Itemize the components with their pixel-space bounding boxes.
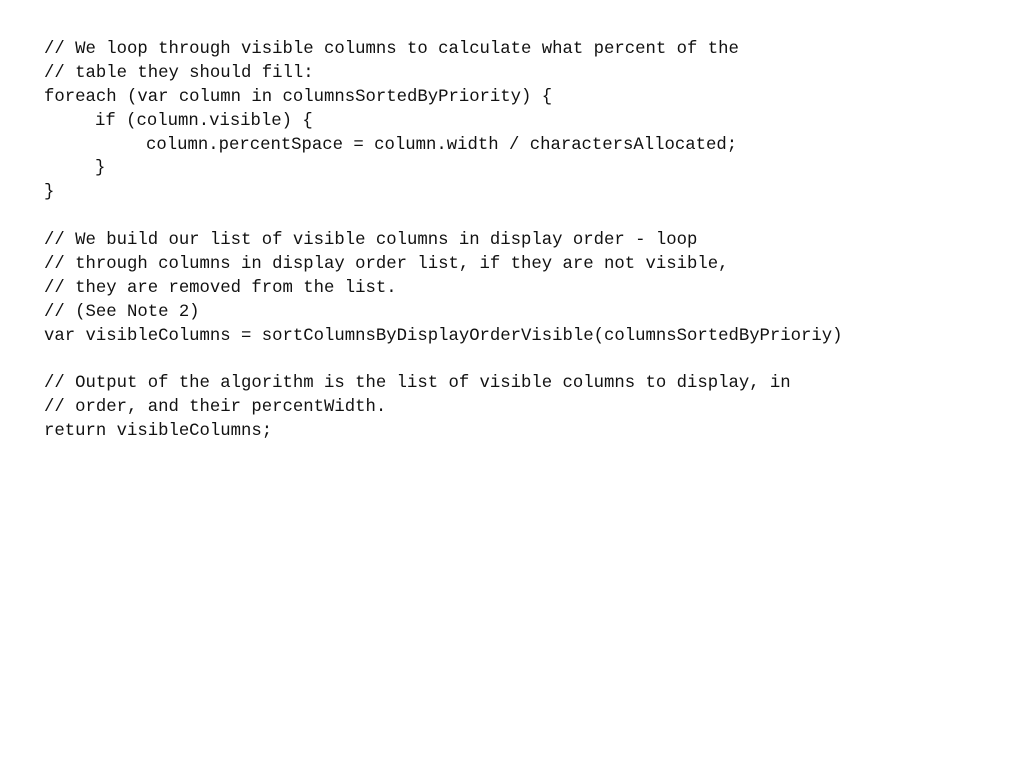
code-if-line: if (column.visible) { [95, 111, 313, 131]
blank-line [44, 205, 1004, 229]
code-closing-brace-line: } [44, 183, 55, 203]
code-return-line: return visibleColumns; [44, 422, 273, 442]
code-comment-line: // (See Note 2) [44, 302, 200, 322]
code-var-declaration-line: var visibleColumns = sortColumnsByDisplayOrderVisible(columnsSortedByPrioriy) [44, 326, 843, 346]
code-comment-line: // through columns in display order list, if they are not visible, [44, 255, 729, 275]
code-comment-line: // We loop through visible columns to calculate what percent of the [44, 40, 739, 59]
code-listing [44, 38, 1004, 444]
code-comment-line: // they are removed from the list. [44, 278, 397, 298]
code-comment-line: // order, and their percentWidth. [44, 398, 387, 418]
code-foreach-line: foreach (var column in columnsSortedByPriority) { [44, 87, 553, 107]
code-comment-line: // Output of the algorithm is the list of visible columns to display, in [44, 374, 791, 394]
code-comment-line: // table they should fill: [44, 63, 314, 83]
code-comment-line: // We build our list of visible columns in display order - loop [44, 231, 698, 251]
code-assignment-line: column.percentSpace = column.width / charactersAllocated; [146, 135, 738, 155]
blank-line [44, 349, 1004, 373]
code-closing-brace-line: } [95, 159, 106, 179]
